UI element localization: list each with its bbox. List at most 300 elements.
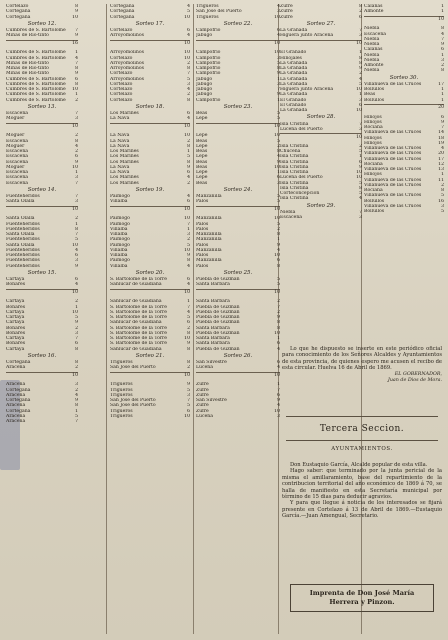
ball-number: 20: [438, 151, 444, 157]
lottery-entry: [6, 98, 78, 103]
town-name: Palos: [196, 253, 209, 258]
town-name: Isla Cristina: [280, 154, 309, 160]
town-name: Manzanilla: [196, 247, 222, 253]
ball-number: 3: [187, 232, 190, 237]
town-name: Cortegana: [110, 14, 135, 20]
ball-number: 10: [184, 14, 190, 20]
town-name: Campofrio: [196, 71, 221, 77]
town-name: La Nava: [110, 164, 130, 170]
ball-number: 1: [75, 408, 78, 414]
ball-number: 3: [441, 57, 444, 63]
town-name: Cumbres de S. Bartolomé: [6, 92, 66, 98]
ball-number: 2: [277, 226, 280, 232]
town-name: Minas de Rio-tinto: [6, 66, 49, 71]
draw-total: 10: [110, 206, 190, 213]
notice-text: Lo que he dispuesto se inserte en este periódico oficial para conocimiento de los Señores Alcaldes y Ayuntamientos de esta provincia, de quienes espero me acusen el recibo de esta circular. Huelva 16 de Abril de 1869.: [282, 346, 442, 372]
town-name: Manzanilla: [196, 216, 222, 222]
ball-number: 6: [187, 28, 190, 33]
draw-heading: Sorteo 21.: [135, 352, 165, 359]
town-name: S. Bartolomé de la Torre: [110, 325, 167, 331]
town-name: Villanueva de las Cruces: [364, 81, 422, 87]
ball-number: 8: [75, 66, 78, 71]
ball-number: 6: [277, 392, 280, 398]
ball-number: 12: [438, 161, 444, 167]
town-name: Villalba: [110, 199, 128, 205]
town-name: Santa Bárbara: [196, 341, 230, 347]
ball-number: 10: [184, 336, 190, 341]
lottery-entry: [196, 414, 280, 419]
town-name: Cartaya: [6, 315, 25, 320]
town-name: Cortelazo: [110, 87, 133, 92]
town-name: Isla Cristina: [280, 159, 309, 165]
ball-number: 4: [277, 403, 280, 409]
town-name: Hinojos: [364, 119, 382, 125]
town-name: El Granado: [280, 97, 307, 103]
ball-number: 2: [75, 216, 78, 222]
ball-number: 5: [277, 221, 280, 227]
lottery-entry: [196, 282, 280, 287]
ball-number: 6: [75, 277, 78, 282]
ball-number: 13: [438, 167, 444, 172]
ball-number: 8: [441, 26, 444, 32]
town-name: San José del Puerto: [196, 9, 242, 15]
ball-number: 9: [187, 164, 190, 170]
town-name: Moguer: [6, 133, 25, 139]
ball-number: 6: [75, 253, 78, 258]
town-name: Hinojos: [364, 172, 382, 178]
ball-number: 10: [184, 55, 190, 61]
draw-total: 10: [196, 206, 280, 213]
town-name: Lucena: [196, 365, 213, 371]
town-name: Cortelazo: [110, 97, 133, 103]
ball-number: 4: [187, 282, 190, 288]
draw-heading: Sorteo 24.: [223, 186, 253, 193]
town-name: Hinojos: [364, 114, 382, 120]
ball-number: 8: [441, 68, 444, 74]
town-name: S. Bartolomé de la Torre: [110, 336, 167, 341]
lottery-entry: [196, 33, 280, 38]
lottery-entry: [280, 196, 362, 201]
lottery-entry: [110, 282, 190, 287]
town-name: La Nava: [110, 138, 130, 144]
ball-number: 3: [359, 97, 362, 103]
town-name: Aracena: [6, 382, 26, 388]
ball-number: 9: [75, 263, 78, 269]
lottery-entry: [280, 108, 362, 113]
ball-number: 6: [359, 102, 362, 108]
town-name: Escacena: [280, 215, 303, 220]
town-name: Cortegana: [110, 4, 135, 9]
town-name: Escacena: [6, 111, 29, 116]
ball-number: 5: [187, 387, 190, 393]
town-name: Palos: [196, 263, 209, 269]
ball-number: 4: [75, 392, 78, 398]
ball-number: 7: [75, 60, 78, 66]
town-name: Sanlúcar de Guadiana: [110, 346, 162, 352]
ball-number: 4: [187, 87, 190, 92]
town-name: Minas de Rio-tinto: [6, 71, 49, 77]
town-name: San Silvestre: [196, 398, 227, 403]
ball-number: 2: [277, 299, 280, 305]
ball-number: 8: [187, 97, 190, 103]
ball-number: 5: [187, 154, 190, 160]
town-name: Villalba: [110, 247, 128, 253]
lottery-column-1: [6, 4, 78, 634]
town-name: Isla Cristina: [280, 121, 309, 127]
town-name: Niebla: [364, 36, 380, 42]
draw-total: 10: [196, 40, 280, 47]
ball-number: 3: [187, 81, 190, 87]
town-name: S. Bartolomé de la Torre: [110, 330, 167, 336]
ball-number: 5: [277, 138, 280, 144]
ball-number: 8: [277, 232, 280, 237]
town-name: Villanueva de las Cruces: [364, 203, 422, 209]
ball-number: 7: [277, 87, 280, 92]
ball-number: 9: [277, 92, 280, 98]
town-name: Almonte: [364, 63, 384, 68]
town-name: Aracena: [6, 392, 26, 398]
ball-number: 6: [277, 360, 280, 365]
ball-number: 5: [277, 199, 280, 205]
lottery-entry: [364, 209, 444, 214]
ball-number: 9: [187, 382, 190, 388]
town-name: S. Bartolomé de la Torre: [110, 341, 167, 347]
ball-number: 4: [441, 146, 444, 151]
lottery-entry: [6, 419, 78, 424]
ball-number: 1: [277, 97, 280, 103]
town-name: Campofrio: [196, 97, 221, 103]
town-name: Escacena: [6, 170, 29, 175]
town-name: Beas: [196, 138, 208, 144]
town-name: Campofrio: [196, 55, 221, 61]
ball-number: 2: [75, 325, 78, 331]
ball-number: 7: [441, 125, 444, 130]
town-name: Niebla: [364, 57, 380, 63]
town-name: Puebla de Guzman: [196, 320, 240, 326]
ball-number: 2: [277, 309, 280, 315]
ball-number: 1: [441, 87, 444, 92]
town-name: Fuenteheridos: [6, 226, 40, 232]
ball-number: 3: [277, 180, 280, 186]
lottery-entry: [196, 199, 280, 204]
ball-number: 6: [187, 277, 190, 282]
town-name: Zufre: [196, 392, 209, 398]
town-name: Jabugo: [196, 92, 213, 98]
town-name: Paimogo: [110, 221, 130, 227]
draw-total: 10: [196, 372, 280, 379]
town-name: Lucena: [196, 413, 213, 419]
town-name: Trigueros: [110, 382, 133, 388]
town-name: Los Marines: [110, 159, 139, 165]
town-name: Paimogo: [110, 242, 130, 248]
town-name: Zufre: [196, 403, 209, 409]
town-name: Bollullos: [364, 198, 385, 204]
draw-heading: Sorteo 23.: [223, 103, 253, 110]
ball-number: 7: [187, 398, 190, 403]
town-name: Moguer: [6, 143, 25, 149]
ball-number: 8: [75, 226, 78, 232]
ball-number: 19: [438, 140, 444, 146]
town-name: Santa Olalla: [6, 232, 35, 237]
town-name: La Nava: [110, 143, 130, 149]
ball-number: 3: [75, 175, 78, 181]
ball-number: 6: [277, 175, 280, 181]
ball-number: 8: [187, 360, 190, 365]
town-name: S. Bartolomé de la Torre: [110, 309, 167, 315]
town-name: Jabugo: [196, 33, 213, 39]
ball-number: 7: [75, 232, 78, 237]
ball-number: 10: [274, 133, 280, 139]
draw-total: 10: [6, 372, 78, 379]
town-name: Paimogo: [110, 237, 130, 243]
ball-number: 10: [184, 216, 190, 222]
town-name: Isla Cristina: [280, 196, 309, 202]
draw-heading: Sorteo 28.: [306, 114, 336, 121]
lottery-entry: [364, 98, 444, 103]
town-name: Trigueros: [110, 360, 133, 365]
town-name: Lepe: [196, 133, 208, 139]
ball-number: 8: [277, 325, 280, 331]
ball-number: 8: [277, 66, 280, 71]
town-name: Paimogo: [110, 194, 130, 199]
town-name: Cortegana: [6, 408, 31, 414]
ball-number: 6: [75, 341, 78, 347]
ball-number: 5: [359, 81, 362, 87]
town-name: Los Marines: [110, 111, 139, 116]
ball-number: 10: [274, 216, 280, 222]
ball-number: 5: [187, 76, 190, 82]
town-name: Fuenteheridos: [6, 221, 40, 227]
ball-number: 10: [356, 108, 362, 113]
town-name: Bollullos: [364, 97, 385, 103]
section-subtitle: AYUNTAMIENTOS.: [331, 446, 393, 452]
town-name: Isla Cristina: [280, 180, 309, 186]
town-name: Lepe: [196, 170, 208, 175]
town-name: Puebla de Guzman: [196, 309, 240, 315]
ball-number: 2: [75, 97, 78, 103]
draw-heading: Sorteo 16.: [27, 352, 57, 359]
ball-number: 6: [187, 320, 190, 326]
ball-number: 1: [441, 4, 444, 9]
draw-heading: Sorteo 18.: [135, 103, 165, 110]
lottery-column-3: [196, 4, 280, 634]
town-name: Calañas: [364, 4, 383, 9]
town-name: Cumbres de S. Bartolomé: [6, 50, 66, 56]
notice-signer-title: EL GOBERNADOR,: [394, 371, 442, 377]
ball-number: 2: [441, 182, 444, 188]
ball-number: 2: [75, 299, 78, 305]
town-name: Villanueva de las Cruces: [364, 146, 422, 151]
draw-heading: Sorteo 15.: [27, 269, 57, 276]
town-name: El Granado: [280, 50, 307, 56]
lottery-entry: [364, 68, 444, 73]
ball-number: 8: [75, 346, 78, 352]
ball-number: 10: [356, 175, 362, 181]
town-name: Puebla de Guzman: [196, 330, 240, 336]
town-name: Fuenteheridos: [6, 258, 40, 264]
draw-heading: Sorteo 30.: [389, 74, 419, 81]
printer-imprint: [290, 584, 434, 612]
town-name: Manzanilla: [196, 232, 222, 237]
ball-number: 10: [184, 50, 190, 56]
town-name: Villanueva de las Cruces: [364, 177, 422, 183]
town-name: La Granada: [280, 60, 308, 66]
town-name: Beas: [196, 111, 208, 116]
ball-number: 1: [187, 149, 190, 154]
ball-number: 11: [438, 177, 444, 183]
town-name: Zufre: [196, 387, 209, 393]
column-rule: [106, 4, 107, 634]
town-name: Villanueva de las Cruces: [364, 193, 422, 199]
ball-number: 1: [75, 170, 78, 175]
town-name: Trigueros: [110, 392, 133, 398]
ball-number: 4: [277, 346, 280, 352]
ball-number: 8: [441, 188, 444, 193]
ball-number: 5: [277, 194, 280, 199]
ball-number: 4: [75, 143, 78, 149]
ball-number: 9: [277, 159, 280, 165]
town-name: Cumbres de S. Bartolomé: [6, 28, 66, 33]
draw-heading: Sorteo 25.: [223, 269, 253, 276]
ball-number: 10: [184, 133, 190, 139]
town-name: Sanlúcar de Guadiana: [110, 320, 162, 326]
edict-body: Hago saber: que terminado por la junta pericial de la misma el amillaramiento, base del repartimiento de la contribucion territorial del año económico de 1869 á 70, se halla de manifiesto en esta Secretaría municipal por término de 15 dias para deducir agravios.: [282, 468, 442, 501]
town-name: Fuenteheridos: [6, 253, 40, 258]
town-name: Minas de Rio-tinto: [6, 33, 49, 39]
ball-number: 8: [359, 4, 362, 9]
ball-number: 10: [274, 330, 280, 336]
town-name: Trigueros: [110, 413, 133, 419]
ball-number: 1: [359, 50, 362, 56]
ball-number: 2: [75, 387, 78, 393]
town-name: Paimogo: [110, 216, 130, 222]
ball-number: 1: [75, 304, 78, 310]
ball-number: 5: [75, 413, 78, 419]
governor-notice: [282, 346, 442, 384]
ball-number: 10: [72, 309, 78, 315]
town-name: Campofrio: [196, 50, 221, 56]
ball-number: 5: [187, 403, 190, 409]
town-name: Zufre: [280, 9, 293, 15]
draw-heading: Sorteo 27.: [306, 20, 336, 27]
town-name: Villanueva de las Cruces: [364, 130, 422, 136]
draw-total: 10: [110, 40, 190, 47]
ball-number: 3: [277, 81, 280, 87]
ball-number: 1: [359, 92, 362, 98]
town-name: S. Bartolomé de la Torre: [110, 304, 167, 310]
draw-total: 10: [364, 16, 444, 23]
lottery-column-5: [364, 4, 444, 214]
ball-number: 5: [359, 180, 362, 186]
town-name: San Silvestre: [196, 360, 227, 365]
ball-number: 6: [441, 47, 444, 53]
lottery-entry: [110, 347, 190, 352]
town-name: Sanlúcar de Guadiana: [110, 299, 162, 305]
ball-number: 3: [441, 203, 444, 209]
ball-number: 2: [187, 180, 190, 186]
town-name: Escacena: [6, 180, 29, 186]
town-name: Niebla: [280, 209, 296, 215]
ball-number: 3: [75, 199, 78, 205]
ball-number: 1: [277, 76, 280, 82]
ball-number: 8: [187, 66, 190, 71]
ball-number: 8: [187, 258, 190, 264]
town-name: Villanueva de las Cruces: [364, 151, 422, 157]
ball-number: 6: [187, 408, 190, 414]
town-name: Hinojos: [364, 135, 382, 141]
town-name: Arroyomolinos: [110, 76, 144, 82]
ball-number: 10: [274, 408, 280, 414]
town-name: Santa Bárbara: [196, 336, 230, 341]
lottery-entry: [196, 264, 280, 269]
town-name: Paimogo: [110, 258, 130, 264]
town-name: Higuera junto Aracena: [280, 87, 334, 92]
ball-number: 5: [277, 111, 280, 116]
town-name: Lepe: [196, 116, 208, 122]
town-name: Cortelazo: [110, 81, 133, 87]
town-name: Cortelazo: [110, 55, 133, 61]
ball-number: 5: [75, 237, 78, 243]
town-name: Zufre: [196, 408, 209, 414]
town-name: Puebla de Guzman: [196, 277, 240, 282]
ball-number: 9: [277, 398, 280, 403]
town-name: Fuenteheridos: [6, 194, 40, 199]
draw-heading: Sorteo 17.: [135, 20, 165, 27]
ball-number: 9: [187, 341, 190, 347]
town-name: Cumbres de S. Bartolomé: [6, 55, 66, 61]
town-name: Bonares: [6, 330, 26, 336]
town-name: Beas: [196, 149, 208, 154]
ball-number: 1: [75, 50, 78, 56]
town-name: Niebla: [364, 26, 380, 32]
town-name: Escacena: [6, 154, 29, 160]
town-name: Trigueros: [196, 4, 219, 9]
ball-number: 1: [441, 9, 444, 15]
town-name: Escacena: [6, 138, 29, 144]
ball-number: 5: [187, 315, 190, 320]
town-name: Cortelazo: [110, 28, 133, 33]
town-name: Escacena: [6, 159, 29, 165]
imprint-line-2: Herrera y Pinzon.: [329, 598, 395, 606]
town-name: Arroyomolinos: [110, 66, 144, 71]
town-name: Palos: [196, 199, 209, 205]
town-name: Zufre: [280, 4, 293, 9]
ball-number: 5: [277, 116, 280, 122]
ball-number: 9: [277, 71, 280, 77]
ball-number: 10: [356, 87, 362, 92]
town-name: El Granado: [280, 102, 307, 108]
town-name: Bonares: [6, 304, 26, 310]
town-name: Cortelazo: [6, 4, 29, 9]
town-name: Rociana: [364, 125, 383, 130]
ball-number: 7: [441, 36, 444, 42]
town-name: Lucena del Puerto: [280, 126, 323, 132]
edict-heading: Don Eustaquio García, Alcalde popular de esta villa.: [290, 462, 428, 468]
town-name: Aracena: [6, 413, 26, 419]
ball-number: 2: [441, 63, 444, 68]
ball-number: 9: [359, 164, 362, 170]
lottery-entry: [6, 264, 78, 269]
draw-total: 10: [110, 372, 190, 379]
ball-number: 10: [274, 253, 280, 258]
town-name: Villanueva de las Cruces: [364, 167, 422, 172]
town-name: Moguer: [6, 164, 25, 170]
draw-heading: Sorteo 14.: [27, 186, 57, 193]
town-name: Bonares: [6, 325, 26, 331]
ball-number: 7: [277, 304, 280, 310]
town-name: S. Bartolomé de la Torre: [110, 315, 167, 320]
ball-number: 5: [187, 242, 190, 248]
